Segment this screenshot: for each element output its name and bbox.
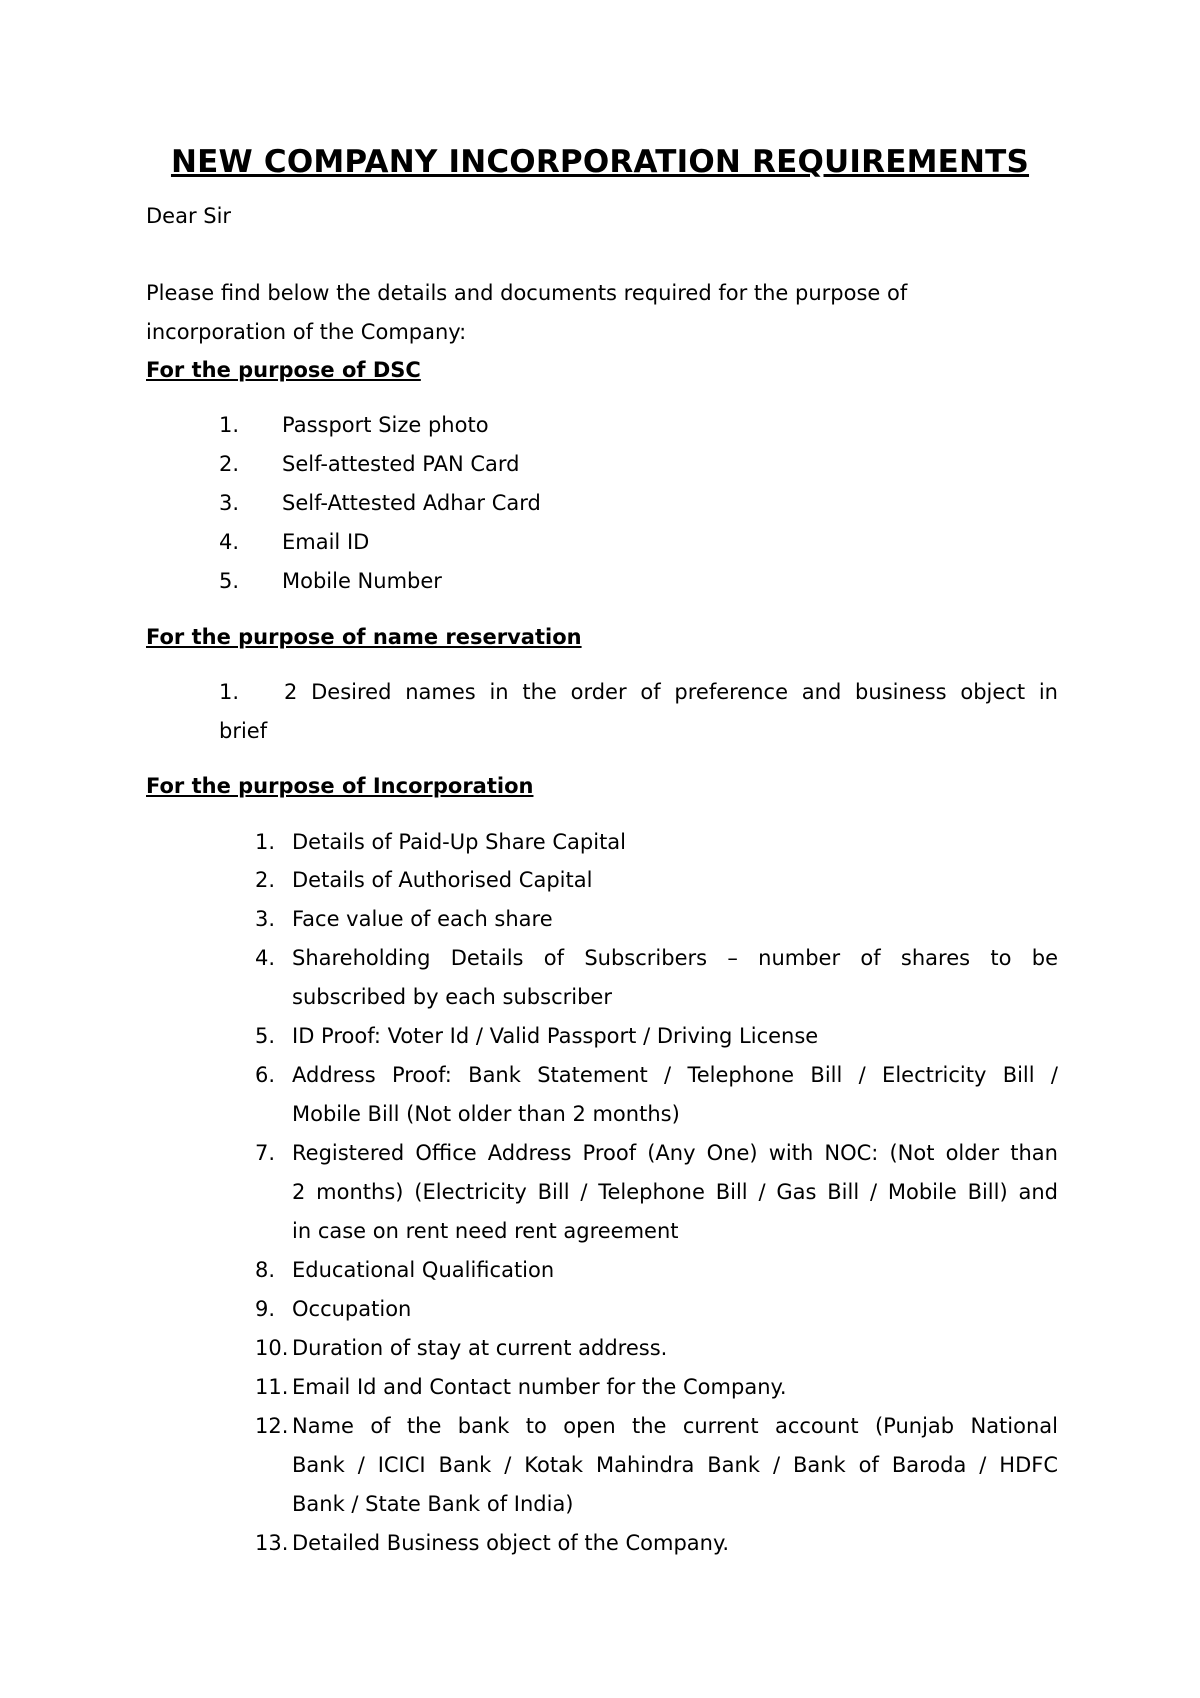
- list-item-number: 13.: [255, 1531, 289, 1555]
- list-item: Passport Size photo: [282, 413, 489, 437]
- list-item: Address Proof: Bank Statement / Telephone Bill / Electricity Bill /: [292, 1063, 1058, 1087]
- list-item-number: 2.: [219, 452, 240, 476]
- list-item: Detailed Business object of the Company.: [292, 1531, 730, 1555]
- list-item-number: 4.: [219, 530, 240, 554]
- list-item-continuation: 2 months) (Electricity Bill / Telephone Bill / Gas Bill / Mobile Bill) and: [292, 1180, 1058, 1204]
- list-item: Shareholding Details of Subscribers – number of shares to be: [292, 946, 1058, 970]
- list-item-number: 5.: [219, 569, 240, 593]
- page-title: NEW COMPANY INCORPORATION REQUIREMENTS: [170, 144, 1030, 180]
- list-item: ID Proof: Voter Id / Valid Passport / Driving License: [292, 1024, 819, 1048]
- list-item: Mobile Number: [282, 569, 442, 593]
- section-heading-name-reservation: For the purpose of name reservation: [146, 625, 582, 649]
- list-item-number: 8.: [255, 1258, 276, 1282]
- list-item: Self-attested PAN Card: [282, 452, 520, 476]
- intro-line-1: Please find below the details and documents required for the purpose of: [146, 281, 908, 305]
- list-item-number: 1.: [219, 413, 240, 437]
- salutation: Dear Sir: [146, 204, 232, 228]
- list-item: 2 Desired names in the order of preference and business object in: [284, 680, 1058, 704]
- list-item-number: 1.: [219, 680, 240, 704]
- list-item-number: 2.: [255, 868, 276, 892]
- list-item-number: 3.: [219, 491, 240, 515]
- list-item-number: 6.: [255, 1063, 276, 1087]
- list-item: Duration of stay at current address.: [292, 1336, 668, 1360]
- list-item: Email Id and Contact number for the Company.: [292, 1375, 787, 1399]
- list-item: Face value of each share: [292, 907, 553, 931]
- list-item: Name of the bank to open the current account (Punjab National: [292, 1414, 1058, 1438]
- list-item-number: 7.: [255, 1141, 276, 1165]
- list-item-number: 3.: [255, 907, 276, 931]
- list-item: Self-Attested Adhar Card: [282, 491, 541, 515]
- list-item-number: 5.: [255, 1024, 276, 1048]
- list-item-continuation: subscribed by each subscriber: [292, 985, 612, 1009]
- list-item: Occupation: [292, 1297, 412, 1321]
- list-item: Details of Paid-Up Share Capital: [292, 830, 627, 854]
- list-item-continuation: Mobile Bill (Not older than 2 months): [292, 1102, 680, 1126]
- section-heading-incorporation: For the purpose of Incorporation: [146, 774, 534, 798]
- list-item-continuation: brief: [219, 719, 268, 743]
- list-item-continuation: Bank / State Bank of India): [292, 1492, 574, 1516]
- list-item-number: 12.: [255, 1414, 289, 1438]
- list-item-continuation: in case on rent need rent agreement: [292, 1219, 679, 1243]
- section-heading-dsc: For the purpose of DSC: [146, 358, 421, 382]
- intro-line-2: incorporation of the Company:: [146, 320, 467, 344]
- list-item: Email ID: [282, 530, 370, 554]
- list-item: Details of Authorised Capital: [292, 868, 593, 892]
- list-item-continuation: Bank / ICICI Bank / Kotak Mahindra Bank / Bank of Baroda / HDFC: [292, 1453, 1058, 1477]
- list-item-number: 11.: [255, 1375, 289, 1399]
- list-item: Registered Office Address Proof (Any One) with NOC: (Not older than: [292, 1141, 1058, 1165]
- list-item-number: 1.: [255, 830, 276, 854]
- list-item-number: 10.: [255, 1336, 289, 1360]
- list-item-number: 9.: [255, 1297, 276, 1321]
- list-item-number: 4.: [255, 946, 276, 970]
- list-item: Educational Qualification: [292, 1258, 555, 1282]
